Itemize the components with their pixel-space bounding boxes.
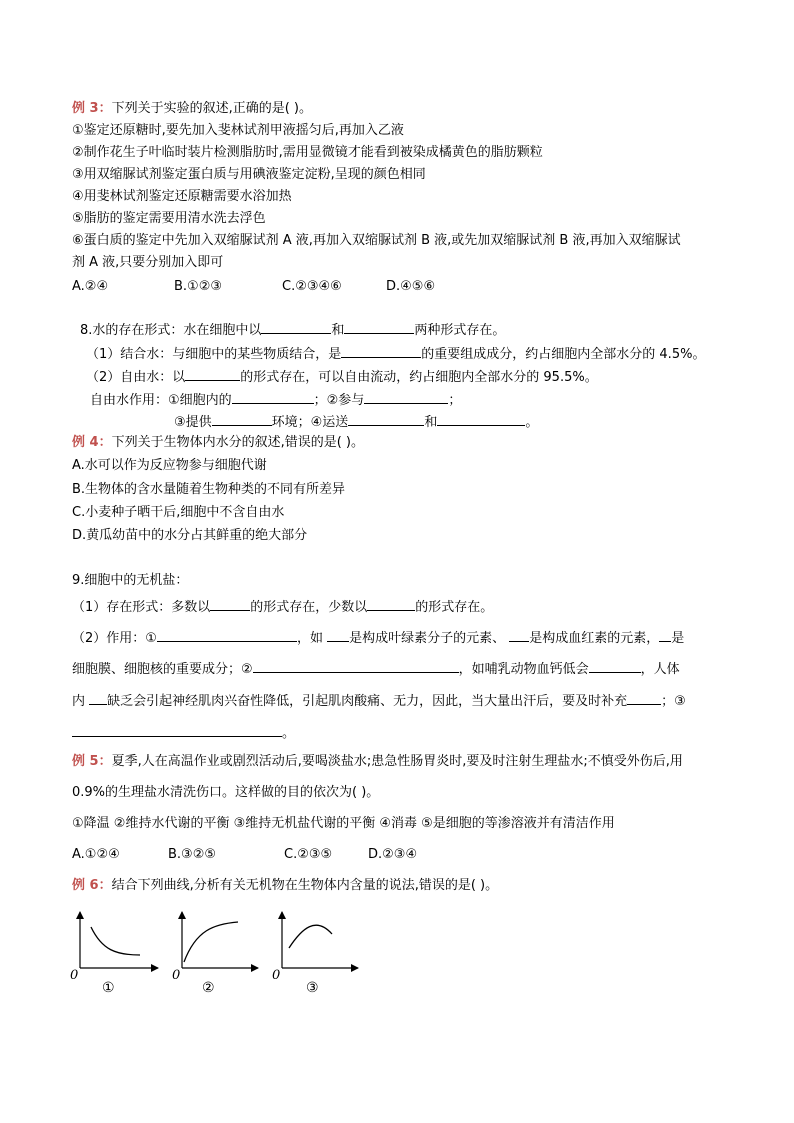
text-segment: ，人体 <box>640 662 680 677</box>
origin-label: 0 <box>70 968 79 983</box>
decreasing-curve <box>91 927 140 955</box>
text-segment: 是 <box>671 631 685 646</box>
list-item: 剂 A 液,只要分别加入即可 <box>72 255 224 270</box>
ex5-items: ①降温 ②维持水代谢的平衡 ③维持无机盐代谢的平衡 ④消毒 ⑤是细胞的等渗溶液并有清洁作用 <box>72 816 615 831</box>
text-segment: 内 <box>72 694 90 709</box>
option-a: A.水可以作为反应物参与细胞代谢 <box>72 458 267 473</box>
option-c: C.小麦种子晒干后,细胞中不含自由水 <box>72 505 285 520</box>
graph-caption: ② <box>202 980 215 996</box>
text-segment: （1）存在形式：多数以 <box>72 600 211 615</box>
text-segment: 的形式存在。 <box>415 600 494 615</box>
option-d: D.④⑤⑥ <box>386 279 436 294</box>
text-segment: 自由水作用：①细胞内的 <box>90 393 232 408</box>
text-segment: 缺乏会引起神经肌肉兴奋性降低，引起肌肉酸痛、无力，因此，当大量出汗后，要及时补充 <box>107 694 628 709</box>
text-segment: 两种形式存在。 <box>414 323 506 338</box>
text-segment: ； <box>448 393 462 408</box>
text-segment: 8.水的存在形式：水在细胞中以 <box>80 323 262 338</box>
graph-3 <box>272 912 358 996</box>
text-segment: ③提供 <box>174 415 212 430</box>
graph-caption: ① <box>102 980 115 996</box>
graph-caption: ③ <box>306 980 319 996</box>
text-segment: ，如哺乳动物血钙低会 <box>458 662 589 677</box>
list-item: ③用双缩脲试剂鉴定蛋白质与用碘液鉴定淀粉,呈现的颜色相同 <box>72 167 426 182</box>
graph-2 <box>172 912 258 996</box>
text-segment: 的形式存在，可以自由流动，约占细胞内全部水分的 95.5%。 <box>240 370 598 385</box>
example-label: 例 5： <box>72 754 112 769</box>
option-b: B.①②③ <box>174 279 223 294</box>
text-segment: ；③ <box>661 694 686 709</box>
text-segment: 的重要组成成分，约占细胞内全部水分的 4.5%。 <box>421 347 706 362</box>
option-d: D.②③④ <box>368 847 418 862</box>
option-b: B.③②⑤ <box>168 847 217 862</box>
list-item: ⑥蛋白质的鉴定中先加入双缩脲试剂 A 液,再加入双缩脲试剂 B 液,或先加双缩脲试剂 B 液,再加入双缩脲试 <box>72 233 681 248</box>
list-item: ⑤脂肪的鉴定需要用清水洗去浮色 <box>72 211 266 226</box>
question-text: 结合下列曲线,分析有关无机物在生物体内含量的说法,错误的是( )。 <box>111 878 499 893</box>
rise-then-fall-curve <box>289 925 332 948</box>
option-b: B.生物体的含水量随着生物种类的不同有所差异 <box>72 482 346 497</box>
question-text: 下列关于生物体内水分的叙述,错误的是( )。 <box>111 435 364 450</box>
example-label: 例 3： <box>72 101 112 116</box>
text-segment: 和 <box>424 415 438 430</box>
rising-saturating-curve <box>184 922 238 962</box>
text-segment: 细胞膜、细胞核的重要成分；② <box>72 662 253 677</box>
list-item: ①鉴定还原糖时,要先加入斐林试剂甲液摇匀后,再加入乙液 <box>72 123 404 138</box>
option-c: C.②③⑤ <box>284 847 333 862</box>
list-item: ④用斐林试剂鉴定还原糖需要水浴加热 <box>72 189 292 204</box>
text-segment: ；②参与 <box>313 393 365 408</box>
option-a: A.②④ <box>72 279 109 294</box>
option-a: A.①②④ <box>72 847 120 862</box>
text-segment: 。 <box>282 726 296 741</box>
option-c: C.②③④⑥ <box>282 279 342 294</box>
text-segment: 是构成血红素的元素， <box>529 631 660 646</box>
option-d: D.黄瓜幼苗中的水分占其鲜重的绝大部分 <box>72 528 308 543</box>
s9-title: 9.细胞中的无机盐： <box>72 573 189 588</box>
origin-label: 0 <box>172 968 181 983</box>
text-segment: 环境；④运送 <box>271 415 349 430</box>
question-text: 夏季,人在高温作业或剧烈活动后,要喝淡盐水;患急性肠胃炎时,要及时注射生理盐水;不慎受外伤后,用 <box>111 754 683 769</box>
ex5-question-line2: 0.9%的生理盐水清洗伤口。这样做的目的依次为( )。 <box>72 785 380 800</box>
text-segment: 是构成叶绿素分子的元素、 <box>349 631 510 646</box>
text-segment: （2）作用：① <box>72 631 157 646</box>
graph-1 <box>70 912 158 996</box>
text-segment: 和 <box>331 323 345 338</box>
origin-label: 0 <box>272 968 281 983</box>
text-segment: （2）自由水：以 <box>86 370 186 385</box>
question-text: 下列关于实验的叙述,正确的是( )。 <box>111 101 312 116</box>
text-segment: ，如 <box>296 631 328 646</box>
example-label: 例 4： <box>72 435 112 450</box>
text-segment: 的形式存在，少数以 <box>250 600 368 615</box>
text-segment: （1）结合水：与细胞中的某些物质结合，是 <box>86 347 342 362</box>
example-label: 例 6： <box>72 878 112 893</box>
list-item: ②制作花生子叶临时装片检测脂肪时,需用显微镜才能看到被染成橘黄色的脂肪颗粒 <box>72 145 543 160</box>
text-segment: 。 <box>525 415 539 430</box>
